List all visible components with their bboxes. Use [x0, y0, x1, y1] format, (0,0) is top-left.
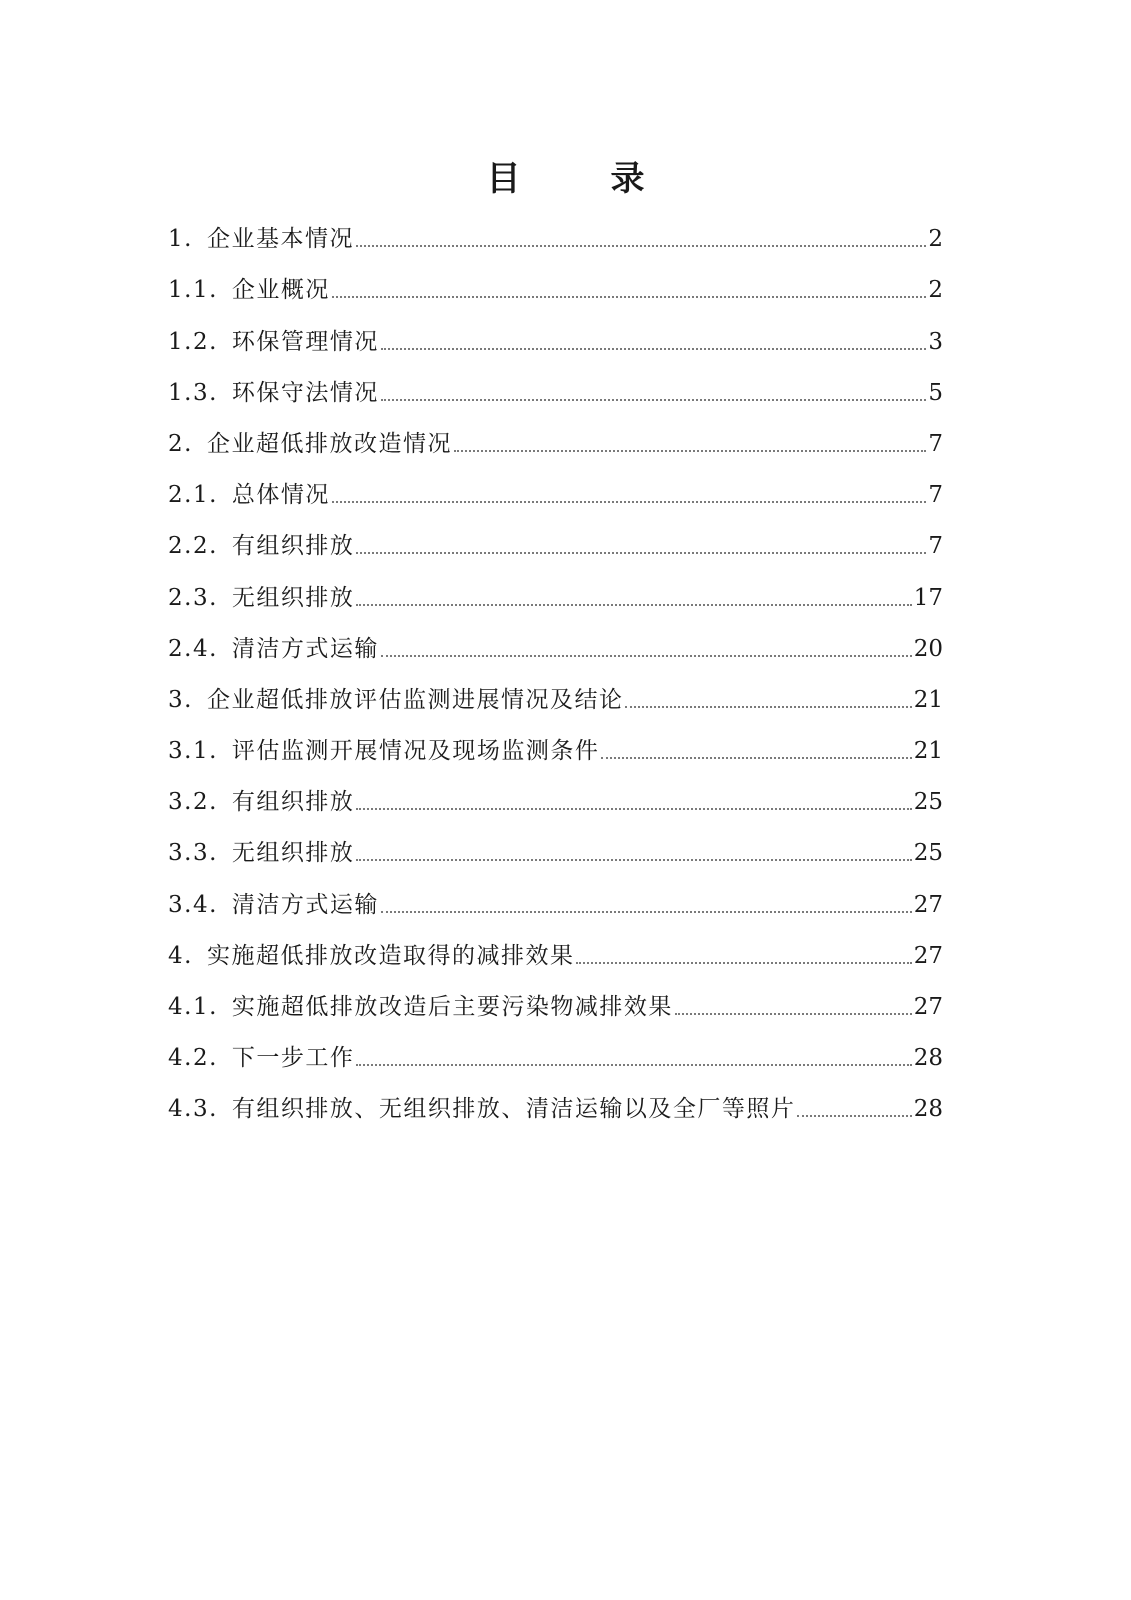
toc-entry[interactable] [168, 203, 943, 254]
toc-dot-leader [381, 655, 912, 657]
toc-entry[interactable] [168, 459, 943, 510]
toc-dot-leader [356, 859, 911, 861]
toc-entry[interactable] [168, 613, 943, 664]
toc-entry-number: 2.3. [168, 584, 218, 611]
toc-entry-number: 4.2. [168, 1045, 218, 1072]
toc-entry-page-number: 28 [913, 1096, 943, 1123]
toc-entry[interactable] [168, 766, 943, 817]
toc-entry-title: 评估监测开展情况及现场监测条件 [231, 738, 600, 765]
toc-dot-leader [332, 296, 926, 298]
toc-entry[interactable] [168, 561, 943, 612]
toc-dot-leader [356, 1064, 911, 1066]
toc-entry[interactable] [168, 1022, 943, 1073]
toc-entry-title: 清洁方式运输 [231, 891, 379, 918]
toc-title: 目 录 [486, 158, 673, 199]
toc-entry[interactable] [168, 868, 943, 919]
toc-entry-page-number: 7 [928, 533, 943, 560]
toc-entry[interactable] [168, 510, 943, 561]
toc-entry-number: 1.2. [168, 328, 218, 355]
toc-entry-title: 下一步工作 [231, 1045, 355, 1072]
toc-dot-leader [356, 552, 926, 554]
toc-entry[interactable] [168, 664, 943, 715]
toc-dot-leader [356, 245, 926, 247]
toc-dot-leader [332, 501, 926, 503]
toc-entry-page-number: 5 [928, 379, 943, 406]
toc-dot-leader [381, 399, 926, 401]
toc-entry-title: 总体情况 [231, 482, 330, 509]
toc-entry-title: 有组织排放、无组织排放、清洁运输以及全厂等照片 [231, 1096, 796, 1123]
toc-entry[interactable] [168, 817, 943, 868]
toc-entry-number: 2.2. [168, 533, 218, 560]
toc-entry-page-number: 27 [913, 891, 943, 918]
toc-entry-number: 3.4. [168, 891, 218, 918]
toc-dot-leader [381, 348, 926, 350]
toc-entry[interactable] [168, 1073, 943, 1124]
toc-dot-leader [356, 604, 911, 606]
toc-entry-title: 企业超低排放评估监测进展情况及结论 [206, 686, 624, 713]
toc-entry-page-number: 7 [928, 430, 943, 457]
toc-entry-number: 4. [168, 942, 193, 969]
toc-entry-number: 3.3. [168, 840, 218, 867]
toc-entry[interactable] [168, 254, 943, 305]
toc-entry-page-number: 2 [928, 277, 943, 304]
toc-dot-leader [356, 808, 911, 810]
toc-entry-number: 1.3. [168, 379, 218, 406]
toc-entry-page-number: 3 [928, 328, 943, 355]
toc-entry-title: 无组织排放 [231, 584, 355, 611]
toc-entry-number: 3.2. [168, 789, 218, 816]
toc-entry-title: 企业超低排放改造情况 [206, 430, 452, 457]
toc-entry-number: 1. [168, 226, 193, 253]
toc-entry-number: 3. [168, 686, 193, 713]
toc-entry-page-number: 2 [928, 226, 943, 253]
table-of-contents [168, 203, 943, 1124]
toc-dot-leader [675, 1013, 912, 1015]
toc-entry[interactable] [168, 357, 943, 408]
toc-entry-title: 环保管理情况 [231, 328, 379, 355]
toc-entry-title: 实施超低排放改造取得的减排效果 [206, 942, 575, 969]
toc-entry-page-number: 28 [913, 1045, 943, 1072]
toc-entry-number: 2.1. [168, 482, 218, 509]
toc-entry-page-number: 21 [913, 738, 943, 765]
toc-entry-title: 企业基本情况 [206, 226, 354, 253]
toc-entry-number: 2.4. [168, 635, 218, 662]
toc-entry[interactable] [168, 920, 943, 971]
toc-entry-number: 2. [168, 430, 193, 457]
toc-entry-title: 无组织排放 [231, 840, 355, 867]
toc-entry-title: 企业概况 [231, 277, 330, 304]
toc-entry-number: 1.1. [168, 277, 218, 304]
toc-entry-page-number: 25 [913, 840, 943, 867]
toc-dot-leader [454, 450, 926, 452]
toc-dot-leader [625, 706, 911, 708]
toc-entry[interactable] [168, 971, 943, 1022]
toc-entry-title: 环保守法情况 [231, 379, 379, 406]
toc-entry-number: 4.3. [168, 1096, 218, 1123]
toc-entry[interactable] [168, 715, 943, 766]
toc-entry-page-number: 7 [928, 482, 943, 509]
toc-dot-leader [576, 962, 911, 964]
toc-entry-page-number: 21 [913, 686, 943, 713]
toc-entry-page-number: 25 [913, 789, 943, 816]
toc-dot-leader [381, 911, 912, 913]
toc-entry-title: 有组织排放 [231, 533, 355, 560]
toc-entry-number: 3.1. [168, 738, 218, 765]
toc-entry-page-number: 20 [913, 635, 943, 662]
toc-entry[interactable] [168, 408, 943, 459]
toc-entry-title: 实施超低排放改造后主要污染物减排效果 [231, 994, 673, 1020]
toc-entry-title: 有组织排放 [231, 789, 355, 816]
toc-entry-page-number: 27 [913, 942, 943, 969]
toc-entry-number: 4.1. [168, 994, 218, 1020]
toc-entry-page-number: 27 [913, 994, 943, 1020]
toc-dot-leader [797, 1115, 911, 1117]
toc-entry-title: 清洁方式运输 [231, 635, 379, 662]
toc-entry-page-number: 17 [913, 584, 943, 611]
toc-dot-leader [601, 757, 911, 759]
toc-entry[interactable] [168, 305, 943, 356]
